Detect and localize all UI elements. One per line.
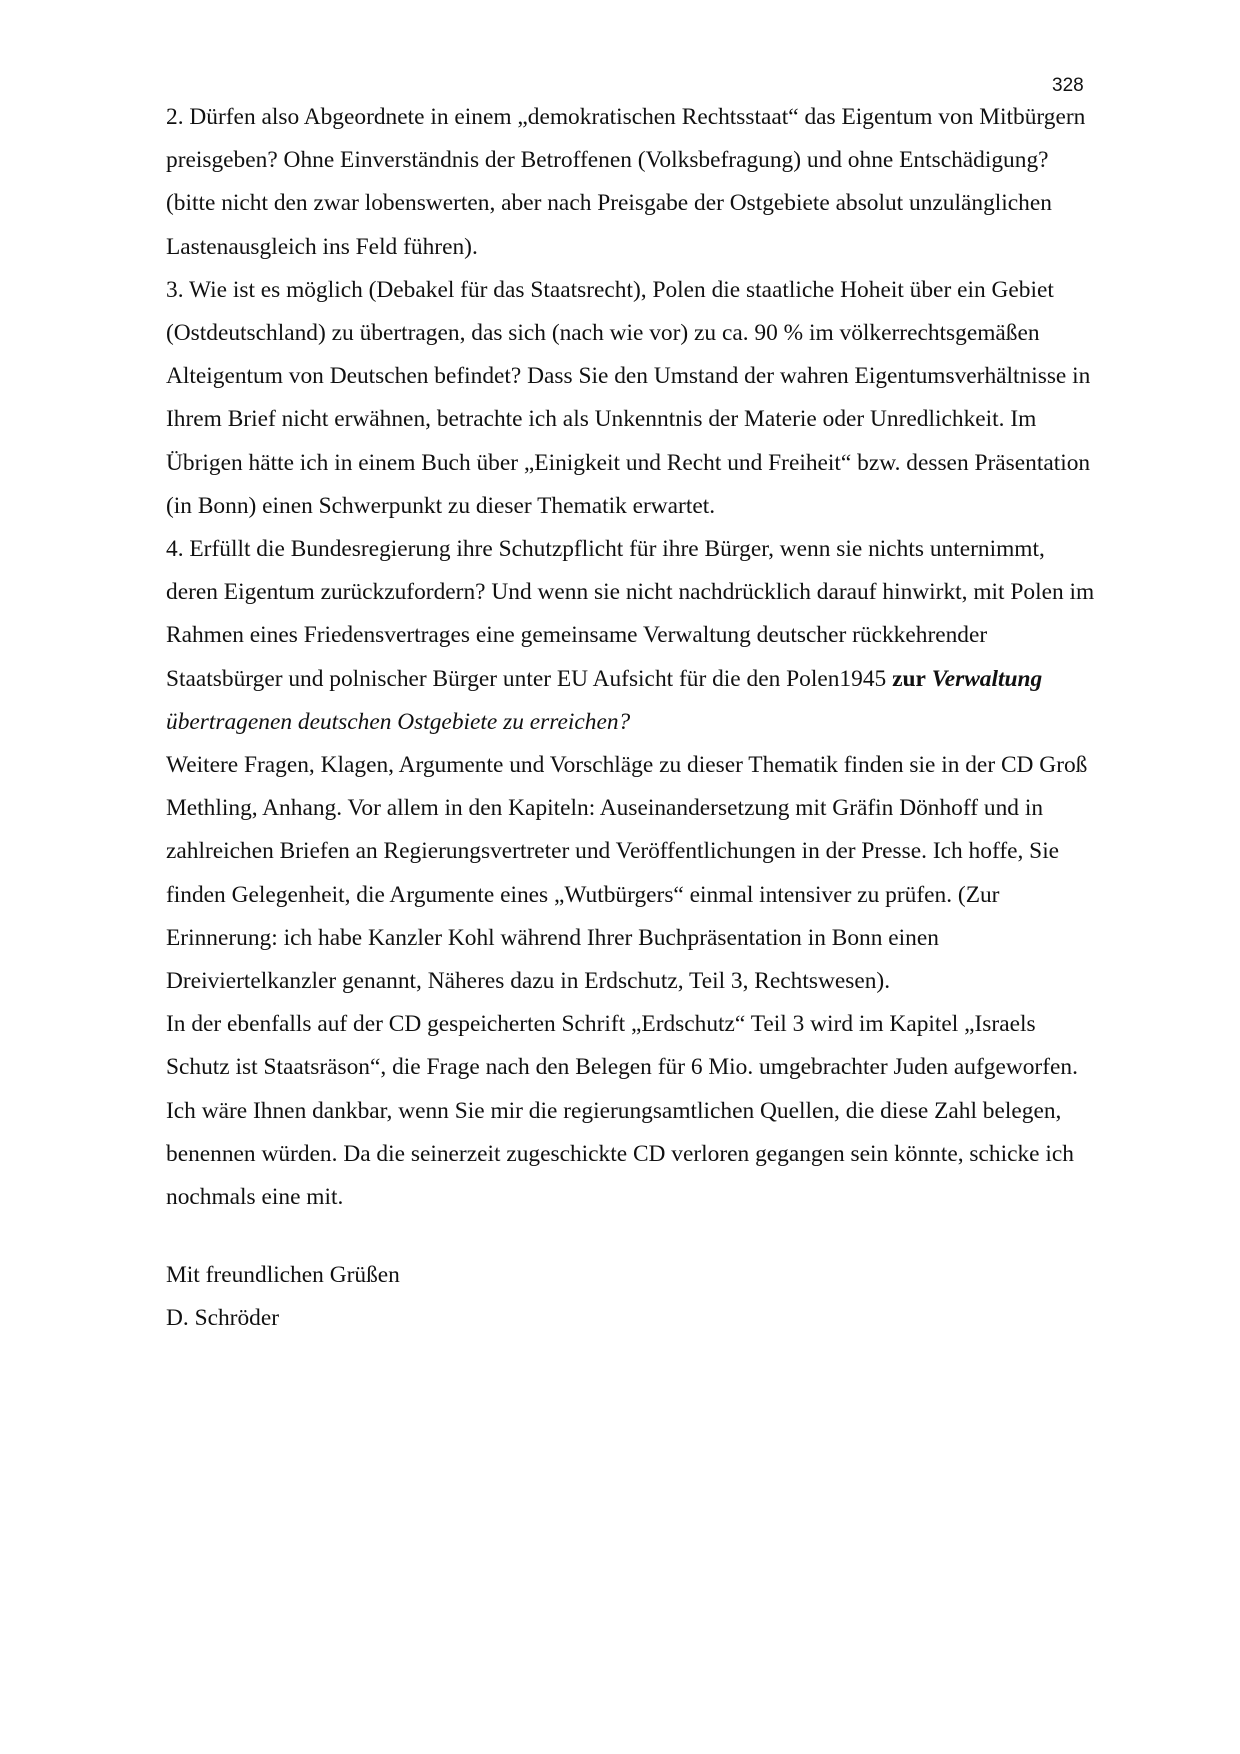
question-4-italic-text: übertragenen deutschen Ostgebiete zu erreichen? [166, 708, 631, 735]
paragraph-gap [166, 1219, 1096, 1254]
page-number: 328 [1052, 75, 1084, 96]
question-4-text: 4. Erfüllt die Bundesregierung ihre Schutzpflicht für ihre Bürger, wenn sie nichts unternimmt, deren Eigentum zurückzufordern? Und wenn sie nicht nachdrücklich darauf hinwirkt, mit Polen im Rahmen eines Friedensvertrages eine gemeinsame Verwaltung deutscher rückkehrender Staatsbürger und polnischer Bürger unter EU Aufsicht für die den Polen1945 [166, 536, 1095, 692]
paragraph-question-2: 2. Dürfen also Abgeordnete in einem „demokratischen Rechtsstaat“ das Eigentum von Mitbürgern preisgeben? Ohne Einverständnis der Betroffenen (Volksbefragung) und ohne Entschädigung? (bitte nicht den zwar lobenswerten, aber nach Preisgabe der Ostgebiete absolut unzulänglichen Lastenausgleich ins Feld führen). [166, 104, 1086, 260]
letter-body [166, 96, 1096, 1341]
paragraph-erdschutz-request: In der ebenfalls auf der CD gespeicherten Schrift „Erdschutz“ Teil 3 wird im Kapitel „Israels Schutz ist Staatsräson“, die Frage nach den Belegen für 6 Mio. umgebrachter Juden aufgeworfen. Ich wäre Ihnen dankbar, wenn Sie mir die regierungsamtlichen Quellen, die diese Zahl belegen, benennen würden. Da die seinerzeit zugeschickte CD verloren gegangen sein könnte, schicke ich nochmals eine mit. [166, 1011, 1078, 1211]
signature: D. Schröder [166, 1305, 280, 1332]
paragraph-question-3: 3. Wie ist es möglich (Debakel für das Staatsrecht), Polen die staatliche Hoheit über ein Gebiet (Ostdeutschland) zu übertragen, das sich (nach wie vor) zu ca. 90 % im völkerrechtsgemäßen Alteigentum von Deutschen befindet? Dass Sie den Umstand der wahren Eigentumsverhältnisse in Ihrem Brief nicht erwähnen, betrachte ich als Unkenntnis der Materie oder Unredlichkeit. Im Übrigen hätte ich in einem Buch über „Einigkeit und Recht und Freiheit“ bzw. dessen Präsentation (in Bonn) einen Schwerpunkt zu dieser Thematik erwartet. [166, 276, 1091, 519]
paragraph-further-questions: Weitere Fragen, Klagen, Argumente und Vorschläge zu dieser Thematik finden sie in der CD Groß Methling, Anhang. Vor allem in den Kapiteln: Auseinandersetzung mit Gräfin Dönhoff und in zahlreichen Briefen an Regierungsvertreter und Veröffentlichungen in der Presse. Ich hoffe, Sie finden Gelegenheit, die Argumente eines „Wutbürgers“ einmal intensiver zu prüfen. (Zur Erinnerung: ich habe Kanzler Kohl während Ihrer Buchpräsentation in Bonn einen Dreiviertelkanzler genannt, Näheres dazu in Erdschutz, Teil 3, Rechtswesen). [166, 752, 1088, 995]
paragraph-question-4 [166, 528, 1096, 744]
question-4-bold-word: zur [892, 665, 926, 692]
closing-greeting: Mit freundlichen Grüßen [166, 1262, 400, 1289]
question-4-bold-italic-word: Verwaltung [931, 665, 1043, 692]
